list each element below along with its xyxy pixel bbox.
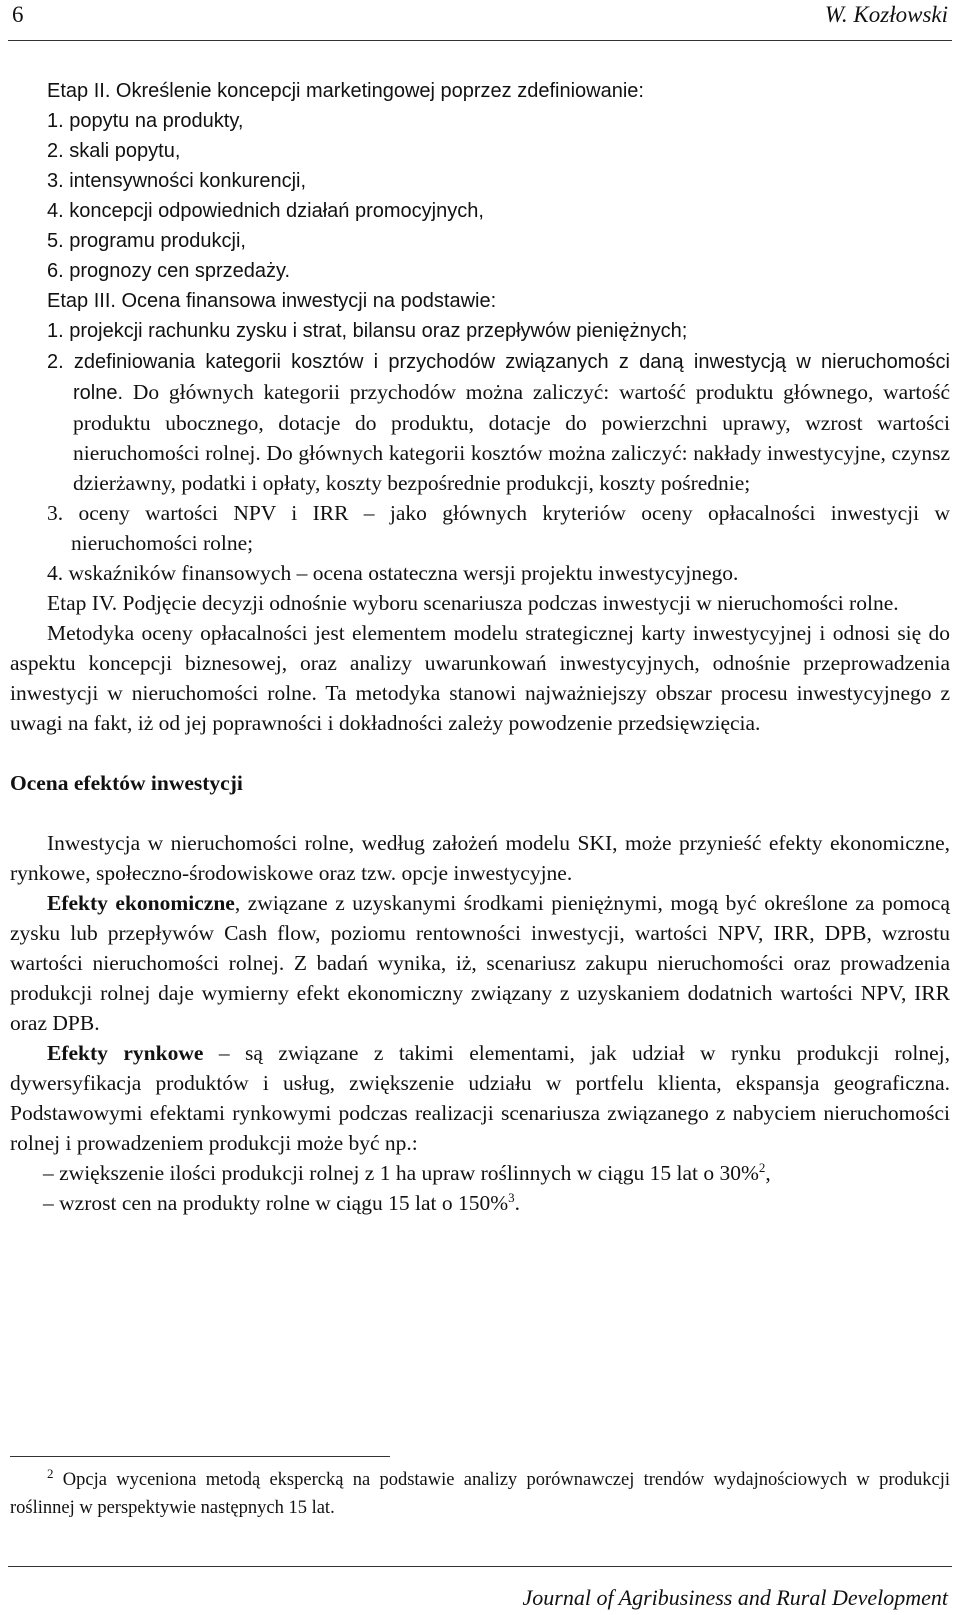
footnote-ref[interactable]: 2: [758, 1159, 766, 1175]
list-item: [10, 1188, 950, 1218]
footnote-divider: [10, 1456, 390, 1457]
footnote-number: 2: [47, 1465, 54, 1481]
etap4-paragraph: [10, 588, 950, 618]
etap2-item: 5. programu produkcji,: [47, 230, 246, 252]
running-author: W. Kozłowski: [824, 2, 948, 27]
etap3-item-3: 3. oceny wartości NPV i IRR – jako głównych kryteriów oceny opłacalności inwestycji w nieruchomości rolne;: [47, 501, 950, 555]
section-heading: Ocena efektów inwestycji: [10, 771, 243, 795]
footnote: [10, 1466, 950, 1522]
main-content: [10, 76, 950, 1218]
etap3-title: Etap III. Ocena finansowa inwestycji na podstawie:: [47, 290, 497, 312]
etap2-item: 6. prognozy cen sprzedaży.: [47, 260, 291, 282]
etap2-item: 4. koncepcji odpowiednich działań promocyjnych,: [47, 200, 484, 222]
rynkowe-paragraph: [10, 1038, 950, 1158]
footnote-text: Opcja wyceniona metodą ekspercką na podstawie analizy porównawczej trendów wydajnościowych w produkcji roślinnej w perspektywie następnych 15 lat.: [10, 1470, 950, 1518]
journal-name: Journal of Agribusiness and Rural Development: [522, 1585, 948, 1610]
rynkowe-term: Efekty rynkowe: [47, 1041, 204, 1065]
ekonomiczne-term: Efekty ekonomiczne: [47, 891, 235, 915]
etap3-item-2-lead: 2. zdefiniowania kategorii kosztów i przychodów związanych z daną inwestycją w nieruchomości rolne.: [47, 351, 950, 404]
etap3-item-1: 1. projekcji rachunku zysku i strat, bilansu oraz przepływów pieniężnych;: [47, 320, 688, 342]
etap3-item-2-rest: Do głównych kategorii przychodów można zaliczyć: wartość produktu głównego, wartość produktu ubocznego, dotacje do produktu, dotacje do powierzchni uprawy, wzrost wartości nieruchomości rolnej. Do głównych kategorii kosztów można zaliczyć: nakłady inwestycyjne, czynsz dzierżawny, podatki i opłaty, koszty bezpośrednie produkcji, koszty pośrednie;: [73, 380, 950, 495]
page-footer: [8, 1566, 952, 1615]
dash-item-text: – wzrost cen na produkty rolne w ciągu 15 lat o 150%: [43, 1191, 509, 1215]
etap4-label: Etap IV.: [47, 591, 118, 615]
etap4-text: Podjęcie decyzji odnośnie wyboru scenariusza podczas inwestycji w nieruchomości rolne.: [117, 591, 899, 615]
metodyka-paragraph: Metodyka oceny opłacalności jest elementem modelu strategicznej karty inwestycyjnej i odnosi się do aspektu koncepcji biznesowej, oraz analizy uwarunkowań inwestycyjnych, odnośnie przeprowadzenia inwestycji w nieruchomości rolne. Ta metodyka stanowi najważniejszy obszar procesu inwestycyjnego z uwagi na fakt, iż od jej poprawności i dokładności zależy powodzenie przedsięwzięcia.: [10, 621, 950, 735]
footnote-ref[interactable]: 3: [508, 1189, 515, 1205]
etap3-item-2: [10, 346, 950, 498]
page-number: 6: [12, 2, 24, 27]
ekonomiczne-text: , związane z uzyskanymi środkami pieniężnymi, mogą być określone za pomocą zysku lub przepływów Cash flow, poziomu rentowności inwestycji, wartości NPV, IRR, DPB, wzrostu wartości nieruchomości rolnej. Z badań wynika, iż, scenariusz zakupu nieruchomości oraz prowadzenia produkcji rolnej daje wymierny efekt ekonomiczny związany z uzyskaniem dodatnich wartości NPV, IRR oraz DPB.: [10, 891, 950, 1035]
list-item: [10, 1158, 950, 1188]
page-header: [8, 0, 952, 41]
dash-item-tail: .: [514, 1191, 520, 1215]
dash-item-tail: ,: [765, 1161, 771, 1185]
etap3-item-4: 4. wskaźników finansowych – ocena ostateczna wersji projektu inwestycyjnego.: [47, 561, 739, 585]
etap2-block: [10, 76, 950, 346]
etap2-item: 3. intensywności konkurencji,: [47, 170, 307, 192]
etap2-title: Etap II. Określenie koncepcji marketingowej poprzez zdefiniowanie:: [47, 80, 644, 102]
rynkowe-text: – są związane z takimi elementami, jak udział w rynku produkcji rolnej, dywersyfikacja produktów i usług, zwiększenie udziału w portfelu klienta, ekspansja geograficzna. Podstawowymi efektami rynkowymi podczas realizacji scenariusza związanego z nabyciem nieruchomości rolnej i prowadzeniem produkcji może być np.:: [10, 1041, 950, 1155]
intro-paragraph: Inwestycja w nieruchomości rolne, według założeń modelu SKI, może przynieść efekty ekonomiczne, rynkowe, społeczno-środowiskowe oraz tzw. opcje inwestycyjne.: [10, 831, 950, 885]
dash-item-text: – zwiększenie ilości produkcji rolnej z 1 ha upraw roślinnych w ciągu 15 lat o 30%: [43, 1161, 759, 1185]
etap2-item: 1. popytu na produkty,: [47, 110, 244, 132]
ekonomiczne-paragraph: [10, 888, 950, 1038]
etap2-item: 2. skali popytu,: [47, 140, 181, 162]
